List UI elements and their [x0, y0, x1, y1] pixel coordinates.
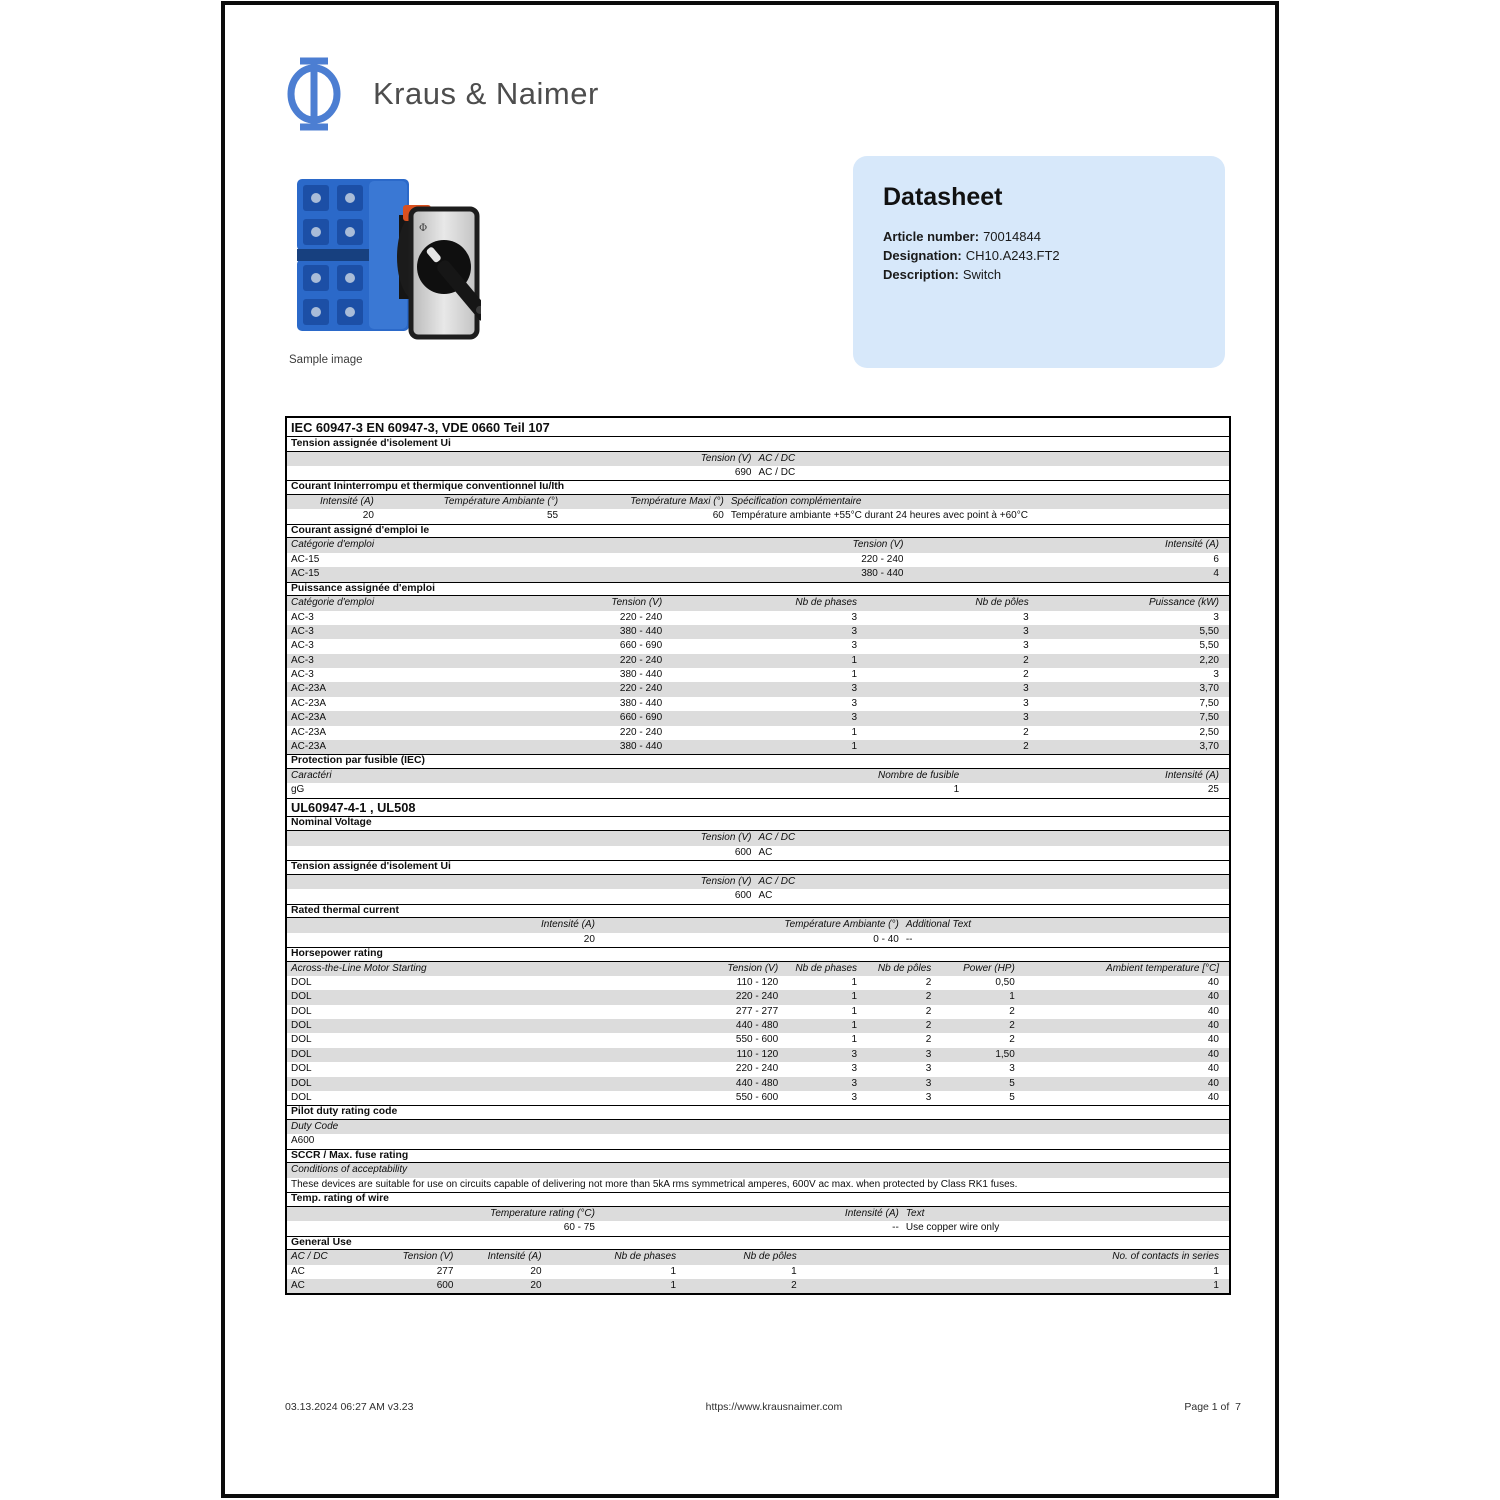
table-section-row [287, 817, 1229, 832]
table-row [287, 1178, 1229, 1192]
table-cell: 600 [436, 1279, 454, 1291]
table-cell: AC / DC [758, 452, 796, 464]
table-cell: Nb de phases [795, 597, 858, 609]
table-cell: These devices are suitable for use on circuits capable of delivering not more than 5kA rms symmetrical amperes, 600V ac max. when protected by Class RK1 fuses. [291, 1178, 1018, 1190]
table-cell: General Use [291, 1236, 352, 1248]
table-cell: Tension (V) [700, 832, 752, 844]
table-cell: Intensité (A) [319, 495, 374, 507]
svg-text:Φ: Φ [419, 223, 428, 234]
table-cell: 3 [851, 712, 858, 724]
table-cell: Tension (V) [852, 539, 904, 551]
table-cell: 40 [1207, 991, 1219, 1003]
table-cell: 220 - 240 [619, 611, 663, 623]
table-cell: 1 [851, 991, 858, 1003]
table-cell: 3 [1023, 697, 1029, 709]
designation-value: CH10.A243.FT2 [965, 248, 1060, 263]
table-cell: 2,50 [1199, 726, 1219, 738]
table-cell: Spécification complémentaire [730, 495, 862, 507]
table-cell: 3,70 [1199, 683, 1219, 695]
table-cell: 220 - 240 [735, 1063, 779, 1075]
table-section-row [287, 524, 1229, 539]
table-cell: 2 [1009, 1034, 1015, 1046]
table-cell: 6 [1213, 553, 1219, 565]
table-cell: AC [758, 846, 773, 858]
table-cell: Puissance assignée d'emploi [291, 582, 435, 594]
table-cell: 3 [925, 1048, 932, 1060]
table-section-row [287, 437, 1229, 452]
table-cell: IEC 60947-3 EN 60947-3, VDE 0660 Teil 107 [291, 419, 550, 435]
datasheet-info-box [853, 156, 1225, 368]
table-cell: AC-23A [291, 683, 327, 695]
table-cell: 1 [1213, 1279, 1219, 1291]
table-header-row [287, 918, 1229, 932]
table-cell: AC-3 [291, 654, 314, 666]
table-cell: Tension (V) [700, 452, 752, 464]
table-cell: Tension assignée d'isolement Ui [291, 437, 451, 449]
table-cell: Tension (V) [611, 597, 663, 609]
footer-page-number: Page 1 of 7 [1184, 1401, 1241, 1413]
description-label: Description: [883, 267, 959, 282]
table-cell: Température Maxi (°) [630, 495, 724, 507]
sample-image-caption: Sample image [289, 354, 363, 366]
datasheet-title: Datasheet [883, 183, 1003, 211]
table-header-row [287, 1163, 1229, 1177]
table-cell: Duty Code [291, 1121, 339, 1132]
table-cell: 660 - 690 [619, 640, 663, 652]
table-cell: Intensité (A) [541, 919, 595, 931]
table-cell: 55 [546, 510, 559, 522]
table-cell: AC-3 [291, 669, 314, 681]
table-cell: 3 [1009, 1063, 1015, 1075]
table-cell: 3 [851, 683, 858, 695]
table-cell: Température Ambiante (°) [784, 919, 899, 931]
table-cell: DOL [291, 1034, 312, 1046]
table-cell: Catégorie d'emploi [291, 597, 375, 609]
table-cell: 3 [1023, 611, 1029, 623]
table-cell: 3 [851, 1077, 858, 1089]
brand-logo [285, 55, 599, 133]
product-sample-image [289, 167, 481, 349]
table-cell: No. of contacts in series [1112, 1251, 1219, 1263]
table-cell: 60 [712, 510, 724, 522]
table-cell: 277 [436, 1265, 454, 1277]
table-cell: Nombre de fusible [877, 770, 960, 781]
table-cell: AC-15 [291, 553, 320, 565]
table-cell: 0,50 [995, 976, 1015, 988]
table-row [287, 1062, 1229, 1076]
table-cell: Nb de pôles [743, 1251, 797, 1263]
footer-url-link[interactable]: https://www.krausnaimer.com [705, 1401, 843, 1413]
table-cell: Pilot duty rating code [291, 1106, 398, 1118]
table-cell: 3 [925, 1063, 932, 1075]
table-header-row [287, 1207, 1229, 1221]
table-cell: Temp. rating of wire [291, 1193, 389, 1205]
table-cell: DOL [291, 1092, 312, 1104]
table-row [287, 1091, 1229, 1105]
table-cell: Additional Text [905, 919, 972, 931]
table-cell: 3 [925, 1092, 932, 1104]
table-cell: 220 - 240 [735, 991, 779, 1003]
table-cell: Catégorie d'emploi [291, 539, 375, 551]
table-cell: 220 - 240 [619, 654, 663, 666]
table-row [287, 889, 1229, 903]
table-header-row [287, 962, 1229, 976]
table-cell: AC / DC [758, 466, 796, 478]
table-header-row [287, 769, 1229, 783]
table-cell: 2 [1023, 654, 1029, 666]
table-row [287, 639, 1229, 653]
table-cell: Intensité (A) [487, 1251, 542, 1263]
table-cell: AC-3 [291, 625, 314, 637]
table-section-row [287, 947, 1229, 962]
table-cell: AC-23A [291, 712, 327, 724]
table-cell: 1 [851, 654, 858, 666]
table-cell: 220 - 240 [619, 726, 663, 738]
table-cell: 380 - 440 [861, 568, 904, 580]
table-cell: Nb de phases [795, 962, 858, 974]
table-cell: 3 [851, 1092, 858, 1104]
table-cell: 40 [1207, 1034, 1219, 1046]
brand-name: Kraus & Naimer [373, 76, 599, 111]
table-cell: 1,50 [995, 1048, 1015, 1060]
table-cell: 25 [1207, 784, 1219, 796]
table-cell: 40 [1207, 976, 1219, 988]
table-cell: AC-23A [291, 697, 327, 709]
table-cell: Rated thermal current [291, 904, 399, 916]
table-cell: 1 [851, 976, 858, 988]
table-cell: 3 [1023, 625, 1029, 637]
table-cell: 1 [670, 1279, 677, 1291]
table-cell: DOL [291, 1063, 312, 1075]
table-cell: AC [291, 1279, 305, 1291]
table-cell: 1 [851, 669, 858, 681]
table-cell: 1 [1009, 991, 1015, 1003]
table-cell: 3 [851, 697, 858, 709]
table-cell: Intensité (A) [1165, 770, 1219, 781]
table-cell: 0 - 40 [873, 933, 899, 945]
table-cell: Nominal Voltage [291, 817, 372, 829]
table-header-row [287, 538, 1229, 552]
table-cell: 5 [1009, 1092, 1015, 1104]
table-row [287, 1279, 1229, 1293]
table-cell: Nb de pôles [877, 962, 932, 974]
table-cell: 60 - 75 [563, 1222, 595, 1234]
spec-table [285, 416, 1231, 1295]
table-cell: Courant assigné d'emploi Ie [291, 524, 430, 536]
table-section-row [287, 754, 1229, 769]
table-cell: 380 - 440 [619, 625, 663, 637]
table-cell: Across-the-Line Motor Starting [291, 962, 427, 974]
datasheet-page [221, 1, 1279, 1498]
table-row [287, 1265, 1229, 1279]
table-cell: 3 [1213, 669, 1219, 681]
table-cell: Power (HP) [963, 962, 1015, 974]
table-cell: AC / DC [758, 832, 796, 844]
article-number-field [883, 227, 1195, 246]
table-cell: DOL [291, 991, 312, 1003]
table-cell: 110 - 120 [736, 1048, 779, 1060]
table-header-row [287, 1120, 1229, 1134]
table-cell: 380 - 440 [619, 669, 663, 681]
table-cell: 2 [1023, 669, 1029, 681]
table-cell: Tension assignée d'isolement Ui [291, 861, 451, 873]
table-cell: 690 [734, 466, 752, 478]
table-section-row [287, 1236, 1229, 1251]
table-cell: 1 [791, 1265, 797, 1277]
table-header-row [287, 596, 1229, 610]
table-row [287, 976, 1229, 990]
table-cell: 3 [925, 1077, 932, 1089]
face-plate [411, 209, 481, 337]
table-cell: Tension (V) [700, 875, 752, 887]
table-title-row [287, 798, 1229, 817]
table-cell: Nb de pôles [975, 597, 1029, 609]
table-row [287, 682, 1229, 696]
table-row [287, 1019, 1229, 1033]
table-section-row [287, 1105, 1229, 1120]
table-row [287, 1048, 1229, 1062]
article-number-label: Article number: [883, 229, 980, 244]
table-cell: 110 - 120 [736, 976, 779, 988]
table-row [287, 1077, 1229, 1091]
table-section-row [287, 480, 1229, 495]
table-section-row [287, 1192, 1229, 1207]
table-cell: Intensité (A) [1165, 539, 1219, 551]
table-cell: DOL [291, 1005, 312, 1017]
article-number-value: 70014844 [983, 229, 1041, 244]
table-cell: 277 - 277 [735, 1005, 779, 1017]
table-cell: AC [291, 1265, 305, 1277]
table-cell: DOL [291, 1048, 312, 1060]
table-cell: 7,50 [1199, 697, 1219, 709]
table-cell: AC-23A [291, 726, 327, 738]
table-title-row [287, 418, 1229, 437]
table-cell: 440 - 480 [735, 1020, 779, 1032]
table-section-row [287, 904, 1229, 919]
table-row [287, 846, 1229, 860]
description-field [883, 265, 1195, 284]
table-cell: 20 [583, 933, 595, 945]
table-cell: AC [758, 890, 773, 902]
table-cell: 20 [530, 1265, 542, 1277]
table-cell: -- [905, 933, 913, 945]
table-row [287, 466, 1229, 480]
table-cell: 1 [851, 1034, 858, 1046]
table-cell: 4 [1213, 568, 1219, 580]
table-row [287, 726, 1229, 740]
table-row [287, 567, 1229, 581]
table-cell: 3 [851, 625, 858, 637]
table-cell: 20 [362, 510, 374, 522]
table-cell: Intensité (A) [844, 1207, 899, 1219]
table-cell: 3 [1023, 640, 1029, 652]
table-cell: 2 [925, 1005, 932, 1017]
table-cell: 40 [1207, 1005, 1219, 1017]
table-cell: 600 [734, 890, 752, 902]
table-row [287, 654, 1229, 668]
table-cell: 40 [1207, 1020, 1219, 1032]
table-cell: 40 [1207, 1063, 1219, 1075]
table-cell: 3 [851, 640, 858, 652]
designation-label: Designation: [883, 248, 962, 263]
table-cell: Nb de phases [614, 1251, 677, 1263]
table-cell: 1 [851, 726, 858, 738]
table-cell: AC-23A [291, 741, 327, 753]
table-cell: Température Ambiante (°) [443, 495, 559, 507]
table-cell: Horsepower rating [291, 947, 383, 959]
table-cell: 3 [851, 1063, 858, 1075]
table-section-row [287, 860, 1229, 875]
table-cell: 550 - 600 [735, 1034, 779, 1046]
table-cell: Ambient temperature [°C] [1106, 962, 1219, 974]
table-cell: gG [291, 784, 305, 796]
table-header-row [287, 1250, 1229, 1264]
table-row [287, 740, 1229, 754]
table-row [287, 1005, 1229, 1019]
table-cell: 3 [851, 1048, 858, 1060]
table-cell: 40 [1207, 1092, 1219, 1104]
table-cell: AC-3 [291, 640, 314, 652]
table-cell: DOL [291, 976, 312, 988]
table-cell: Temperature rating (°C) [490, 1207, 595, 1219]
table-row [287, 783, 1229, 797]
table-cell: Protection par fusible (IEC) [291, 755, 425, 767]
switch-body-blue [297, 179, 409, 331]
table-cell: Use copper wire only [905, 1222, 1000, 1234]
table-row [287, 697, 1229, 711]
phi-logo-icon [285, 55, 343, 133]
table-cell: 3 [1023, 712, 1029, 724]
table-section-row [287, 582, 1229, 597]
table-header-row [287, 452, 1229, 466]
table-row [287, 990, 1229, 1004]
table-cell: 2 [925, 1020, 932, 1032]
table-row [287, 1221, 1229, 1235]
table-cell: 3 [1023, 683, 1029, 695]
table-cell: 7,50 [1199, 712, 1219, 724]
table-cell: Courant Ininterrompu et thermique conventionnel Iu/Ith [291, 481, 565, 493]
table-cell: 2,20 [1199, 654, 1219, 666]
table-cell: Tension (V) [727, 962, 779, 974]
table-row [287, 1033, 1229, 1047]
table-cell: 20 [530, 1279, 542, 1291]
table-cell: DOL [291, 1020, 312, 1032]
table-cell: 1 [953, 784, 960, 796]
table-header-row [287, 831, 1229, 845]
table-cell: Conditions of acceptability [291, 1164, 408, 1176]
table-section-row [287, 1149, 1229, 1164]
table-row [287, 711, 1229, 725]
table-cell: 5 [1009, 1077, 1015, 1089]
table-cell: 40 [1207, 1048, 1219, 1060]
table-cell: 380 - 440 [619, 741, 663, 753]
description-value: Switch [962, 267, 1002, 282]
table-cell: Tension (V) [402, 1251, 454, 1263]
table-row [287, 933, 1229, 947]
table-cell: Text [905, 1207, 925, 1219]
table-cell: -- [892, 1222, 899, 1234]
table-cell: AC-15 [291, 568, 320, 580]
table-cell: A600 [291, 1135, 315, 1147]
table-cell: AC-3 [291, 611, 314, 623]
table-cell: 2 [1009, 1005, 1015, 1017]
table-cell: 2 [925, 1034, 932, 1046]
table-cell: 220 - 240 [619, 683, 663, 695]
table-cell: 5,50 [1199, 640, 1219, 652]
table-cell: DOL [291, 1077, 312, 1089]
table-cell: UL60947-4-1 , UL508 [291, 799, 416, 815]
table-cell: 1 [1213, 1265, 1219, 1277]
table-cell: 380 - 440 [619, 697, 663, 709]
table-cell: 550 - 600 [735, 1092, 779, 1104]
table-cell: 2 [1009, 1020, 1015, 1032]
designation-field [883, 246, 1195, 265]
table-cell: 1 [851, 1020, 858, 1032]
table-cell: AC / DC [758, 875, 796, 887]
table-cell: Température ambiante +55°C durant 24 heures avec point à +60°C [730, 510, 1028, 522]
table-cell: Caractéri [291, 770, 332, 781]
table-cell: 3 [1213, 611, 1219, 623]
table-row [287, 1134, 1229, 1148]
table-cell: 2 [925, 976, 932, 988]
table-cell: 2 [1023, 741, 1029, 753]
datasheet-fields [883, 227, 1195, 284]
table-cell: 440 - 480 [735, 1077, 779, 1089]
table-cell: 40 [1207, 1077, 1219, 1089]
table-cell: 1 [851, 1005, 858, 1017]
table-cell: 220 - 240 [861, 553, 904, 565]
table-row [287, 509, 1229, 523]
table-row [287, 625, 1229, 639]
table-row [287, 611, 1229, 625]
table-row [287, 553, 1229, 567]
table-cell: AC / DC [291, 1251, 328, 1263]
table-cell: 600 [734, 846, 752, 858]
table-cell: 660 - 690 [619, 712, 663, 724]
table-cell: 3 [851, 611, 858, 623]
table-cell: 2 [791, 1279, 797, 1291]
table-cell: 3,70 [1199, 741, 1219, 753]
table-cell: 2 [1023, 726, 1029, 738]
table-cell: 5,50 [1199, 625, 1219, 637]
table-cell: 1 [851, 741, 858, 753]
table-cell: SCCR / Max. fuse rating [291, 1149, 409, 1161]
table-header-row [287, 875, 1229, 889]
footer-date-version: 03.13.2024 06:27 AM v3.23 [285, 1401, 414, 1413]
table-cell: 1 [670, 1265, 677, 1277]
table-cell: 2 [925, 991, 932, 1003]
table-header-row [287, 495, 1229, 509]
table-row [287, 668, 1229, 682]
table-cell: Puissance (kW) [1148, 597, 1219, 609]
